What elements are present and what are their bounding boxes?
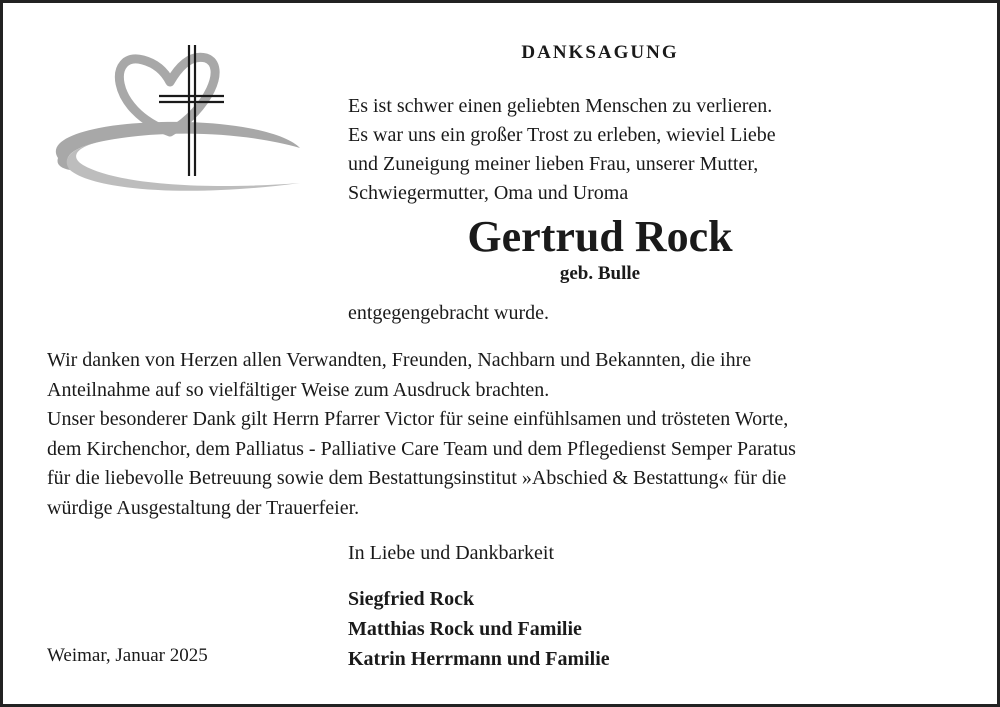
signer: Siegfried Rock: [348, 588, 475, 610]
maiden-name: geb. Bulle: [559, 263, 641, 284]
body-line: Wir danken von Herzen allen Verwandten, Freunden, Nachbarn und Bekannten, die ihre: [47, 349, 752, 371]
intro-text: [348, 92, 776, 208]
heart-outline: [119, 57, 215, 132]
thanks-body: [47, 346, 796, 523]
place-date: Weimar, Januar 2025: [47, 645, 208, 666]
signer: Matthias Rock und Familie: [348, 618, 582, 640]
intro-line: und Zuneigung meiner lieben Frau, unserer Mutter,: [348, 153, 759, 175]
swoosh-inner: [67, 140, 300, 191]
body-line: Anteilnahme auf so vielfältiger Weise zum Ausdruck brachten.: [47, 378, 550, 401]
body-line: würdige Ausgestaltung der Trauerfeier.: [47, 496, 360, 519]
closing-text: In Liebe und Dankbarkeit: [348, 542, 555, 564]
notice-heading: DANKSAGUNG: [521, 42, 679, 63]
body-line: Unser besonderer Dank gilt Herrn Pfarrer Victor für seine einfühlsamen und trösteten Worte,: [47, 408, 789, 430]
swoosh-outer: [56, 122, 300, 170]
deceased-name: Gertrud Rock: [467, 212, 733, 261]
after-name-text: entgegengebracht wurde.: [348, 302, 550, 324]
signers-list: [348, 584, 610, 674]
intro-line: Schwiegermutter, Oma und Uroma: [348, 182, 629, 204]
heart-cross-icon: [38, 40, 303, 205]
signer: Katrin Herrmann und Familie: [348, 648, 610, 670]
body-line: dem Kirchenchor, dem Palliatus - Palliative Care Team und dem Pflegedienst Semper Paratus: [47, 437, 796, 460]
body-line: für die liebevolle Betreuung sowie dem Bestattungsinstitut »Abschied & Bestattung« für die: [47, 467, 787, 489]
intro-line: Es war uns ein großer Trost zu erleben, wieviel Liebe: [348, 124, 776, 146]
intro-line: Es ist schwer einen geliebten Menschen zu verlieren.: [348, 95, 773, 117]
